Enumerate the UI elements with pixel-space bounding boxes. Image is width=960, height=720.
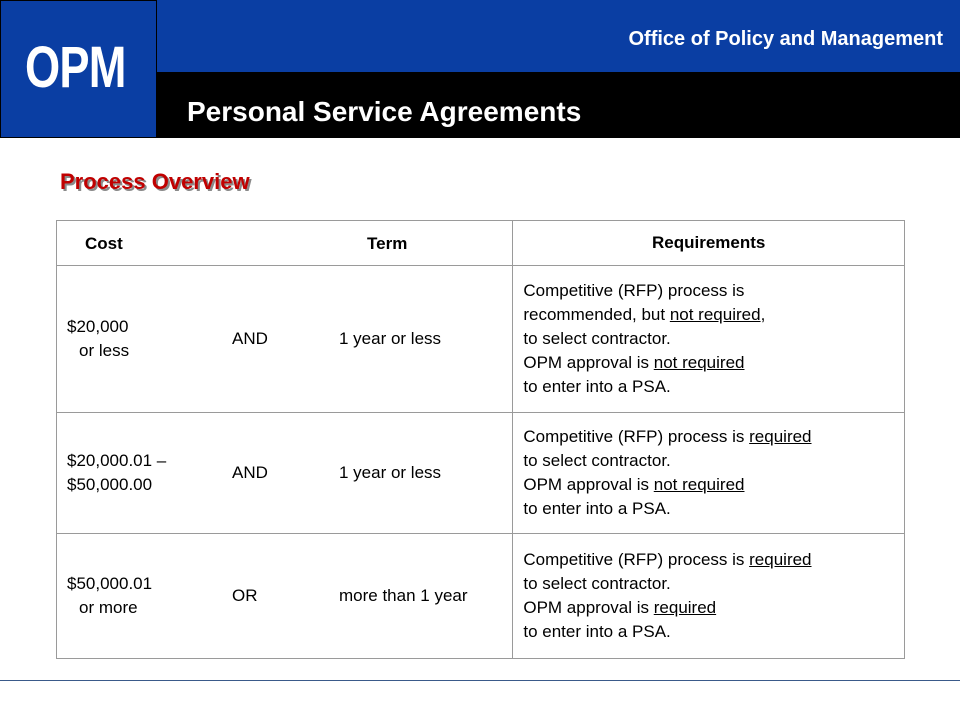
requirements-cell: Competitive (RFP) process is required to select contractor. OPM approval is not required to enter into a PSA. bbox=[513, 413, 905, 534]
required-text: required bbox=[749, 427, 812, 446]
term-header: Term bbox=[367, 234, 408, 253]
header-bar bbox=[157, 0, 960, 72]
requirements-header: Requirements bbox=[513, 221, 905, 266]
table-row bbox=[57, 266, 905, 413]
page-title: Personal Service Agreements bbox=[187, 96, 582, 127]
connector: OR bbox=[232, 586, 258, 605]
logo-text: OPM bbox=[25, 35, 126, 100]
title-bar bbox=[157, 72, 960, 138]
term-value: more than 1 year bbox=[339, 586, 468, 605]
cost-value: $20,000.01 – $50,000.00 bbox=[67, 451, 167, 494]
term-value: 1 year or less bbox=[339, 329, 442, 348]
required-text: required bbox=[653, 598, 717, 617]
psa-table bbox=[56, 220, 905, 659]
cost-term-cell bbox=[57, 534, 513, 659]
not-required-text: not required bbox=[669, 305, 761, 324]
not-required-text: not required bbox=[653, 353, 745, 372]
cost-value: $20,000 or less bbox=[67, 317, 130, 360]
not-required-text: not required bbox=[653, 475, 745, 494]
cost-value: $50,000.01 or more bbox=[67, 574, 153, 617]
section-heading: Process Overview bbox=[60, 169, 250, 194]
table-row bbox=[57, 534, 905, 659]
cost-term-header-cell bbox=[57, 221, 513, 266]
requirements-cell: Competitive (RFP) process is recommended, but not required, to select contractor. OPM approval is not required to enter into a PSA. bbox=[513, 266, 905, 413]
opm-logo bbox=[0, 0, 157, 138]
required-text: required bbox=[749, 550, 812, 569]
cost-term-cell bbox=[57, 266, 513, 413]
requirements-cell: Competitive (RFP) process is required to select contractor. OPM approval is required to enter into a PSA. bbox=[513, 534, 905, 659]
cost-term-cell bbox=[57, 413, 513, 534]
table-header-row bbox=[57, 221, 905, 266]
term-value: 1 year or less bbox=[339, 463, 442, 482]
table-row bbox=[57, 413, 905, 534]
cost-header: Cost bbox=[85, 234, 123, 253]
org-name: Office of Policy and Management bbox=[628, 28, 943, 50]
connector: AND bbox=[232, 463, 268, 482]
footer-divider bbox=[0, 680, 960, 681]
connector: AND bbox=[232, 329, 268, 348]
